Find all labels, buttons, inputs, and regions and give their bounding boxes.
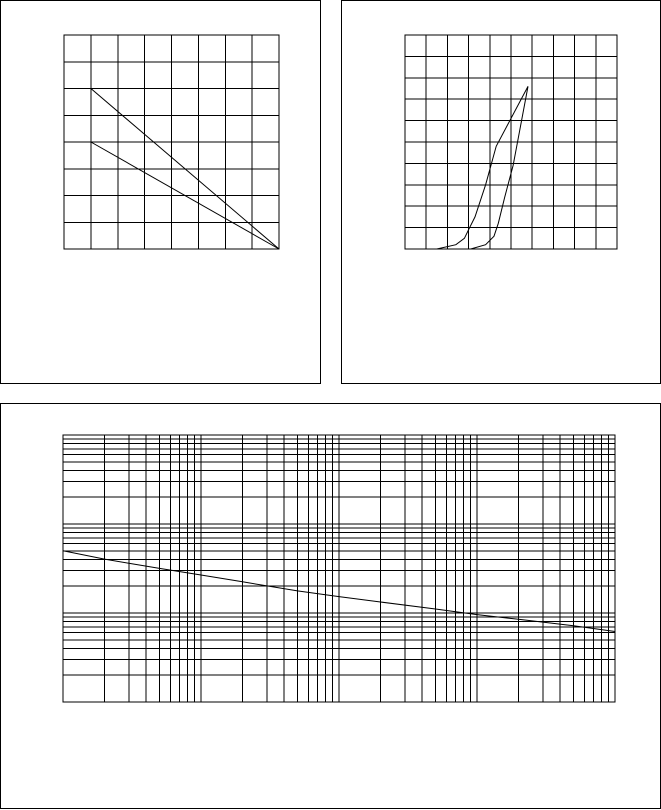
chart-panel-1	[0, 0, 321, 384]
chart-1-grid	[64, 35, 279, 249]
chart-3-plot	[1, 404, 661, 810]
chart-panel-2	[341, 0, 661, 384]
chart-2-series-1	[437, 86, 528, 249]
chart-2-series-2	[471, 86, 528, 249]
chart-2-plot	[342, 1, 661, 385]
chart-1-plot	[1, 1, 322, 385]
chart-panel-3	[0, 403, 661, 809]
chart-3-grid	[63, 435, 615, 702]
chart-2-grid	[405, 35, 617, 249]
